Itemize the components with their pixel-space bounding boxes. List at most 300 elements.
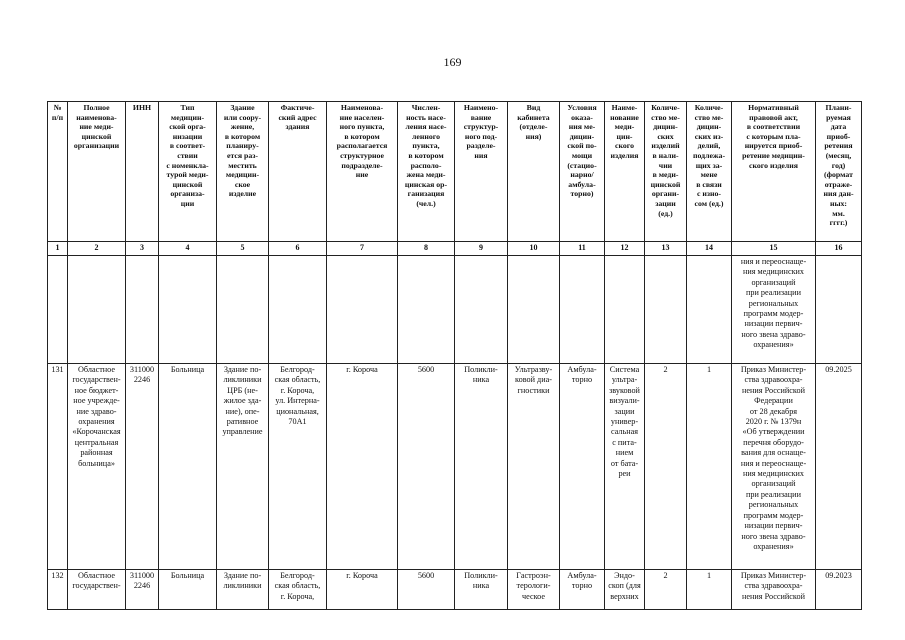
cell-line: Наименова- — [340, 103, 384, 112]
cell-line: Числен- — [411, 103, 441, 112]
column-header-inn — [126, 102, 159, 242]
cell-line: районная — [80, 448, 113, 458]
cell-line: с изно- — [696, 189, 722, 199]
cell-line: гностики — [517, 385, 550, 395]
cell-line: 70А1 — [288, 417, 307, 427]
column-header-unit — [455, 102, 508, 242]
cell-line: 09.2023 — [825, 571, 852, 580]
cell-line: 2 — [663, 365, 668, 374]
cell-line: циональная, — [276, 406, 319, 416]
cell-line: торно — [571, 375, 593, 385]
cell-line: местить — [228, 160, 257, 170]
cell-line: низации — [172, 131, 203, 141]
cell-device — [605, 364, 645, 570]
continuation-cell-conditions — [560, 256, 605, 364]
column-number: 3 — [126, 242, 159, 256]
column-header-name — [68, 102, 126, 242]
cell-settlement — [327, 570, 398, 610]
cell-line: амбула- — [568, 179, 596, 189]
cell-line: организаций — [751, 277, 796, 287]
cell-line: ративное — [226, 417, 259, 427]
cell-line: 131 — [51, 365, 64, 374]
cell-line: ганизация — [407, 189, 445, 199]
cell-line: подлежа- — [692, 150, 726, 160]
cell-line: Условия — [567, 103, 597, 112]
cell-line: в котором — [344, 131, 380, 141]
cell-line: Белгород- — [280, 365, 315, 374]
cell-line: ного звена здраво- — [741, 531, 806, 541]
cell-n — [48, 570, 68, 610]
cell-line: ленного — [412, 131, 440, 141]
cell-line: ликлиники — [223, 375, 262, 385]
cell-line: «Об утверждении — [742, 427, 805, 437]
column-number: 1 — [48, 242, 68, 256]
cell-line: ние меди- — [79, 122, 114, 132]
cell-line: программ модер- — [743, 309, 804, 319]
cell-line: государствен- — [72, 581, 121, 591]
cell-line: ника — [472, 375, 490, 385]
cell-line: организации — [73, 141, 120, 151]
column-header-act — [732, 102, 816, 242]
cell-inn — [126, 364, 159, 570]
cell-line: ния ме- — [568, 122, 596, 132]
column-number: 16 — [816, 242, 862, 256]
cell-line: Система — [609, 365, 640, 374]
cell-line: жение, — [230, 122, 255, 132]
cell-line: нируется приоб- — [744, 141, 803, 151]
cell-line: ство ме- — [651, 112, 680, 122]
column-number: 2 — [68, 242, 126, 256]
cell-line: 1 — [706, 365, 712, 374]
cell-building — [217, 364, 269, 570]
cell-line: ЦРБ (не- — [227, 385, 258, 395]
cell-line: ления насе- — [405, 122, 447, 132]
cell-qty_have — [645, 364, 687, 570]
column-header-cabinet — [508, 102, 560, 242]
continuation-cell-population — [398, 256, 455, 364]
cell-line: нения Российской — [742, 385, 805, 395]
column-header-qty_replace — [687, 102, 732, 242]
cell-qty_have — [645, 570, 687, 610]
cell-address — [269, 364, 327, 570]
cell-line: дицин- — [569, 131, 595, 141]
continuation-cell-act — [732, 256, 816, 364]
cell-line: больница» — [78, 458, 115, 468]
cell-line: при реализации — [746, 288, 801, 298]
column-header-qty_have — [645, 102, 687, 242]
cell-line: ствии — [177, 150, 198, 160]
cell-line: структур- — [463, 122, 499, 132]
cell-line: ство ме- — [694, 112, 724, 122]
column-number: 7 — [327, 242, 398, 256]
cell-line: располо- — [410, 160, 442, 170]
cell-settlement — [327, 364, 398, 570]
continuation-cell-qty_have — [645, 256, 687, 364]
cell-line: № — [53, 103, 62, 112]
cell-line: с которым пла- — [746, 131, 801, 141]
header-row — [48, 102, 862, 242]
column-number: 13 — [645, 242, 687, 256]
cell-line: дата — [830, 122, 847, 132]
cell-line: медицин- — [170, 112, 205, 122]
cell-line: приоб- — [826, 131, 851, 141]
continuation-cell-cabinet — [508, 256, 560, 364]
continuation-cell-date — [816, 256, 862, 364]
cell-line: п/п — [51, 112, 64, 122]
cell-line: Ультразву- — [514, 365, 553, 374]
cell-line: руемая — [826, 112, 851, 122]
cell-line: ского изделия — [749, 160, 798, 170]
cell-cabinet — [508, 570, 560, 610]
continuation-cell-type — [159, 256, 217, 364]
column-number: 12 — [605, 242, 645, 256]
cell-line: г. Короча — [346, 365, 378, 374]
cell-line: ного пункта, — [339, 122, 385, 132]
cell-cabinet — [508, 364, 560, 570]
column-header-settlement — [327, 102, 398, 242]
column-number: 5 — [217, 242, 269, 256]
cell-device — [605, 570, 645, 610]
column-header-date — [816, 102, 862, 242]
cell-line: зации — [655, 198, 676, 208]
cell-line: Количе- — [651, 103, 680, 112]
cell-line: Больница — [170, 571, 205, 580]
cell-line: чии — [658, 160, 673, 170]
cell-line: сом (ед.) — [694, 198, 724, 208]
cell-line: Тип — [180, 103, 195, 112]
cell-line: от 28 декабря — [749, 406, 798, 416]
cell-line: Здание по- — [223, 365, 262, 374]
cell-line: жилое зда- — [223, 396, 262, 406]
cell-line: мощи — [571, 150, 593, 160]
equipment-table — [47, 101, 862, 610]
table-row — [48, 364, 862, 570]
cell-line: ской по- — [567, 141, 597, 151]
cell-line: вание — [470, 112, 492, 122]
cell-line: Приказ Министер- — [740, 571, 807, 580]
cell-unit — [455, 570, 508, 610]
column-number: 4 — [159, 242, 217, 256]
cell-line: изделие — [228, 189, 257, 199]
cell-line: отраже- — [824, 179, 853, 189]
cell-line: сальная — [610, 427, 639, 437]
cell-line: 2 — [663, 571, 668, 580]
continuation-cell-inn — [126, 256, 159, 364]
cell-line: региональных — [748, 298, 799, 308]
cell-line: ультра- — [611, 375, 638, 385]
cell-line: (формат — [824, 170, 853, 180]
cell-line: ции — [180, 198, 195, 208]
cell-act — [732, 364, 816, 570]
cell-line: ность насе- — [406, 112, 446, 122]
cell-line: Здание — [230, 103, 255, 112]
cell-line: ния и переоснаще- — [740, 257, 807, 266]
cell-line: ское — [234, 179, 251, 189]
cell-line: от бата- — [610, 458, 639, 468]
cell-line: ния и переоснаще- — [740, 458, 807, 468]
cell-line: 5600 — [417, 571, 435, 580]
cell-line: органи- — [651, 189, 680, 199]
cell-line: низации первич- — [744, 319, 803, 329]
column-number: 8 — [398, 242, 455, 256]
cell-line: в нали- — [652, 150, 679, 160]
continuation-cell-unit — [455, 256, 508, 364]
continuation-cell-n — [48, 256, 68, 364]
column-header-n — [48, 102, 68, 242]
cell-line: ние), опе- — [225, 406, 260, 416]
cell-line: гггг.) — [829, 218, 848, 228]
cell-line: верхних — [610, 591, 639, 601]
cell-line: здания — [285, 122, 310, 132]
cell-line: 5600 — [417, 365, 435, 374]
cell-line: Наиме- — [611, 103, 638, 112]
cell-line: Вид — [526, 103, 541, 112]
column-header-building — [217, 102, 269, 242]
continuation-cell-qty_replace — [687, 256, 732, 364]
column-number-row — [48, 242, 862, 256]
cell-line: Амбула- — [567, 571, 597, 580]
cell-line: Поликли- — [464, 571, 498, 580]
cell-line: 2246 — [133, 581, 151, 591]
cell-line: ул. Интерна- — [275, 396, 320, 406]
cell-address — [269, 570, 327, 610]
cell-line: мене — [700, 170, 718, 180]
cell-line: цинской — [172, 179, 203, 189]
cell-line: г. Короча, — [280, 591, 315, 601]
cell-line: Наимено- — [463, 103, 499, 112]
cell-line: Белгород- — [280, 571, 315, 580]
cell-line: Полное — [83, 103, 110, 112]
cell-line: ретения — [824, 141, 853, 151]
cell-line: вания для оснаще- — [741, 448, 806, 458]
cell-line: кабинета — [517, 112, 550, 122]
cell-line: планиру- — [226, 141, 259, 151]
table-row — [48, 570, 862, 610]
cell-line: Амбула- — [567, 365, 597, 374]
cell-line: год) — [831, 160, 846, 170]
cell-line: в связи — [696, 179, 722, 189]
cell-building — [217, 570, 269, 610]
cell-population — [398, 570, 455, 610]
cell-line: низации первич- — [744, 521, 803, 531]
cell-line: ное учрежде- — [73, 396, 120, 406]
column-number: 15 — [732, 242, 816, 256]
cell-line: охранения» — [753, 541, 794, 551]
cell-line: в котором — [224, 131, 261, 141]
cell-line: разделе- — [466, 141, 496, 151]
column-header-conditions — [560, 102, 605, 242]
cell-line: медицин- — [225, 170, 260, 180]
cell-line: 311000 — [129, 571, 155, 580]
cell-line: ретение медицин- — [742, 150, 805, 160]
cell-line: ских — [657, 131, 674, 141]
cell-line: ника — [472, 581, 490, 591]
cell-line: Больница — [170, 365, 205, 374]
cell-act — [732, 570, 816, 610]
continuation-cell-address — [269, 256, 327, 364]
cell-line: Областное — [77, 365, 115, 374]
cell-line: звуковой — [609, 385, 640, 395]
cell-line: Здание по- — [223, 571, 262, 580]
continuation-row — [48, 256, 862, 364]
cell-line: ческое — [522, 591, 545, 601]
cell-line: ного звена здраво- — [741, 329, 806, 339]
cell-line: региональных — [748, 500, 799, 510]
cell-inn — [126, 570, 159, 610]
table-body — [48, 102, 862, 610]
cell-name — [68, 570, 126, 610]
continuation-cell-building — [217, 256, 269, 364]
cell-line: Эндо- — [614, 571, 635, 580]
cell-line: перечня оборудо- — [743, 437, 804, 447]
cell-line: г. Короча — [346, 571, 378, 580]
cell-line: Нормативный — [748, 103, 799, 112]
cell-line: ние населен- — [339, 112, 385, 122]
cell-n — [48, 364, 68, 570]
continuation-cell-settlement — [327, 256, 398, 364]
cell-line: центральная — [74, 437, 119, 447]
cell-line: ская область, — [274, 375, 321, 385]
column-number: 6 — [269, 242, 327, 256]
cell-line: Областное — [77, 571, 115, 580]
cell-line: терологи- — [516, 581, 551, 591]
cell-line: государствен- — [72, 375, 121, 385]
cell-line: торно — [571, 581, 593, 591]
cell-line: изделий — [651, 141, 680, 151]
cell-line: 2246 — [133, 375, 151, 385]
cell-line: 09.2025 — [825, 365, 852, 374]
cell-line: изделия — [610, 150, 639, 160]
cell-qty_replace — [687, 364, 732, 570]
cell-line: ковой диа- — [515, 375, 552, 385]
cell-line: скоп (для — [608, 581, 641, 591]
column-header-address — [269, 102, 327, 242]
column-number: 10 — [508, 242, 560, 256]
cell-line: 1 — [706, 571, 712, 580]
cell-line: Фактиче- — [280, 103, 315, 112]
cell-line: (ед.) — [658, 208, 673, 218]
cell-line: «Корочанская — [72, 427, 121, 437]
cell-line: с номенкла- — [166, 160, 209, 170]
cell-line: нием — [615, 448, 634, 458]
cell-line: с пита- — [612, 437, 637, 447]
cell-line: 311000 — [129, 365, 155, 374]
cell-line: ства здравоохра- — [744, 581, 803, 591]
cell-line: в соответствии — [746, 122, 801, 132]
cell-line: в соответ- — [169, 141, 206, 151]
cell-line: ства здравоохра- — [744, 375, 803, 385]
cell-line: при реализации — [746, 489, 801, 499]
cell-line: ликлиники — [223, 581, 262, 591]
cell-date — [816, 364, 862, 570]
cell-conditions — [560, 364, 605, 570]
cell-type — [159, 364, 217, 570]
cell-line: меди- — [614, 122, 635, 132]
cell-line: торно) — [570, 189, 594, 199]
cell-line: ИНН — [132, 103, 152, 112]
cell-line: мм. — [832, 208, 845, 218]
cell-date — [816, 570, 862, 610]
cell-name — [68, 364, 126, 570]
cell-line: ния дан- — [823, 189, 854, 199]
cell-line: охранения — [78, 417, 115, 427]
cell-line: ется раз- — [227, 150, 258, 160]
cell-line: (отделе- — [519, 122, 548, 132]
cell-line: Приказ Министер- — [740, 365, 807, 374]
cell-line: Количе- — [694, 103, 724, 112]
cell-line: правовой акт, — [749, 112, 798, 122]
cell-line: реи — [618, 469, 631, 479]
column-header-device — [605, 102, 645, 242]
cell-line: ской орга- — [169, 122, 206, 132]
column-number: 9 — [455, 242, 508, 256]
cell-line: цинская ор- — [404, 179, 448, 189]
cell-line: визуали- — [609, 396, 640, 406]
column-header-population — [398, 102, 455, 242]
cell-line: делий, — [697, 141, 721, 151]
cell-line: нование — [610, 112, 639, 122]
cell-line: (месяц, — [825, 150, 852, 160]
cell-line: универ- — [610, 417, 639, 427]
cell-line: цинской — [650, 179, 681, 189]
cell-line: располагается — [336, 141, 388, 151]
cell-line: организа- — [170, 189, 205, 199]
cell-line: в котором — [408, 150, 444, 160]
cell-line: управление — [222, 427, 263, 437]
cell-qty_replace — [687, 570, 732, 610]
column-number: 14 — [687, 242, 732, 256]
cell-line: в меди- — [652, 170, 679, 180]
continuation-cell-device — [605, 256, 645, 364]
cell-line: дицин- — [696, 122, 722, 132]
cell-line: ния медицинских — [742, 469, 805, 479]
cell-line: дицин- — [653, 122, 678, 132]
cell-line: структурное — [340, 150, 384, 160]
cell-line: нения Российской — [742, 591, 805, 601]
cell-line: наименова- — [76, 112, 117, 122]
cell-line: программ модер- — [743, 510, 804, 520]
cell-line: Плани- — [825, 103, 852, 112]
cell-line: зации — [614, 406, 635, 416]
cell-line: Поликли- — [464, 365, 498, 374]
cell-line: цинской — [81, 131, 112, 141]
cell-line: ное бюджет- — [74, 385, 119, 395]
column-header-type — [159, 102, 217, 242]
cell-line: ского — [615, 141, 634, 151]
cell-line: ский адрес — [278, 112, 317, 122]
cell-line: пункта, — [412, 141, 440, 151]
cell-line: цин- — [616, 131, 633, 141]
cell-line: ния — [474, 150, 488, 160]
cell-line: нарно/ — [570, 170, 594, 180]
cell-line: жена меди- — [406, 170, 446, 180]
column-number: 11 — [560, 242, 605, 256]
cell-line: ния медицинских — [742, 267, 805, 277]
cell-line: организаций — [751, 479, 796, 489]
cell-conditions — [560, 570, 605, 610]
cell-line: ние — [355, 170, 369, 180]
cell-line: оказа- — [571, 112, 593, 122]
cell-line: турой меди- — [166, 170, 209, 180]
cell-line: (чел.) — [416, 198, 436, 208]
cell-line: Федерации — [754, 396, 793, 406]
cell-line: 2020 г. № 1379н — [745, 417, 802, 427]
cell-line: или соору- — [223, 112, 262, 122]
cell-unit — [455, 364, 508, 570]
cell-line: 132 — [51, 571, 64, 580]
cell-line: щих за- — [695, 160, 723, 170]
cell-line: подразделе- — [341, 160, 383, 170]
